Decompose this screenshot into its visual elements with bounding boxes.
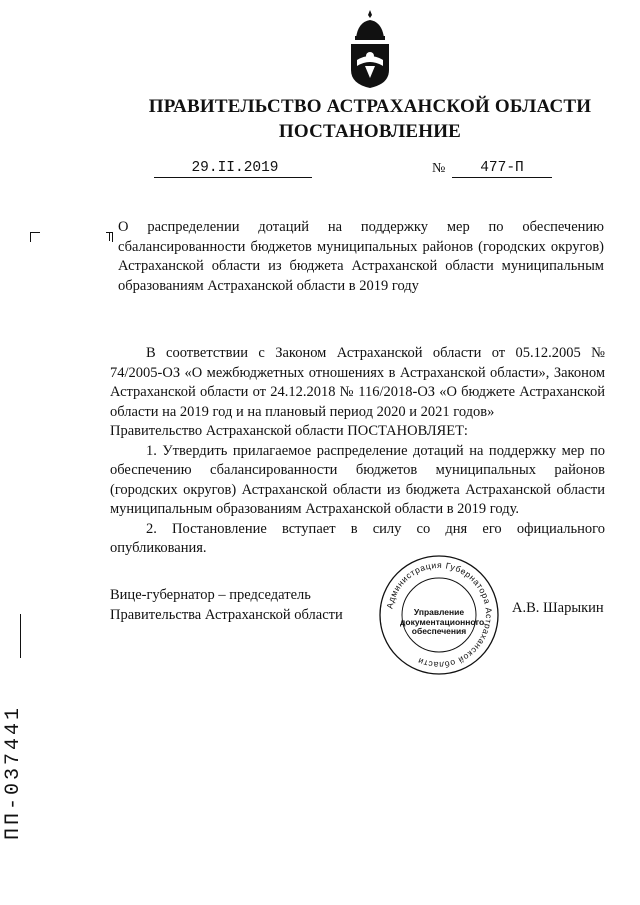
item-1-paragraph: 1. Утвердить прилагаемое распределение дотаций на поддержку мер по обеспечению сбалансированности бюджетов муниципальных районов (городских округов) Астраханской области из бюджета Астраханской области муниципальным образованиям Астраханской области в 2019 году.	[110, 442, 605, 517]
seal-center-text	[400, 607, 485, 637]
government-title: ПРАВИТЕЛЬСТВО АСТРАХАНСКОЙ ОБЛАСТИ	[148, 96, 592, 117]
signer-position	[110, 585, 343, 625]
decree-line: Правительство Астраханской области ПОСТАНОВЛЯЕТ:	[110, 423, 468, 439]
seal-center-line-1: Управление	[413, 607, 465, 617]
seal-center-line-3: обеспечения	[411, 626, 467, 636]
margin-mark	[20, 614, 21, 658]
signer-position-line-1: Вице-губернатор – председатель	[110, 587, 311, 603]
document-type-title: ПОСТАНОВЛЕНИЕ	[278, 121, 462, 142]
number-underline	[452, 177, 552, 178]
signer-name: А.В. Шарыкин	[512, 600, 604, 616]
document-subject: О распределении дотаций на поддержку мер по обеспечению сбалансированности бюджетов муниципальных районов (городских округов) Астраханской области из бюджета Астраханской области муниципальным образованиям Астраханской области в 2019 году	[118, 219, 604, 294]
seal-ring-text: Администрация Губернатора Астраханской области	[384, 559, 495, 671]
number-sign: №	[432, 161, 446, 176]
subject-corner-right	[106, 232, 113, 242]
item-2-paragraph: 2. Постановление вступает в силу со дня его официального опубликования.	[110, 520, 605, 556]
document-body	[110, 344, 605, 559]
margin-registration-code: ПП-037441	[2, 704, 25, 840]
coat-of-arms-emblem	[343, 8, 397, 90]
document-number: 477-П	[480, 160, 524, 176]
date-underline	[154, 177, 312, 178]
subject-corner-left	[30, 232, 40, 242]
document-date: 29.II.2019	[191, 160, 279, 176]
preamble-paragraph: В соответствии с Законом Астраханской области от 05.12.2005 № 74/2005-ОЗ «О межбюджетных отношениях в Астраханской области», Законом Астраханской области от 24.12.2018 № 116/2018-ОЗ «О бюджете Астраханской области на 2019 год и на плановый период 2020 и 2021 годов»	[110, 345, 605, 420]
signer-position-line-2: Правительства Астраханской области	[110, 607, 343, 623]
seal-center-line-2: документационного	[400, 616, 485, 627]
